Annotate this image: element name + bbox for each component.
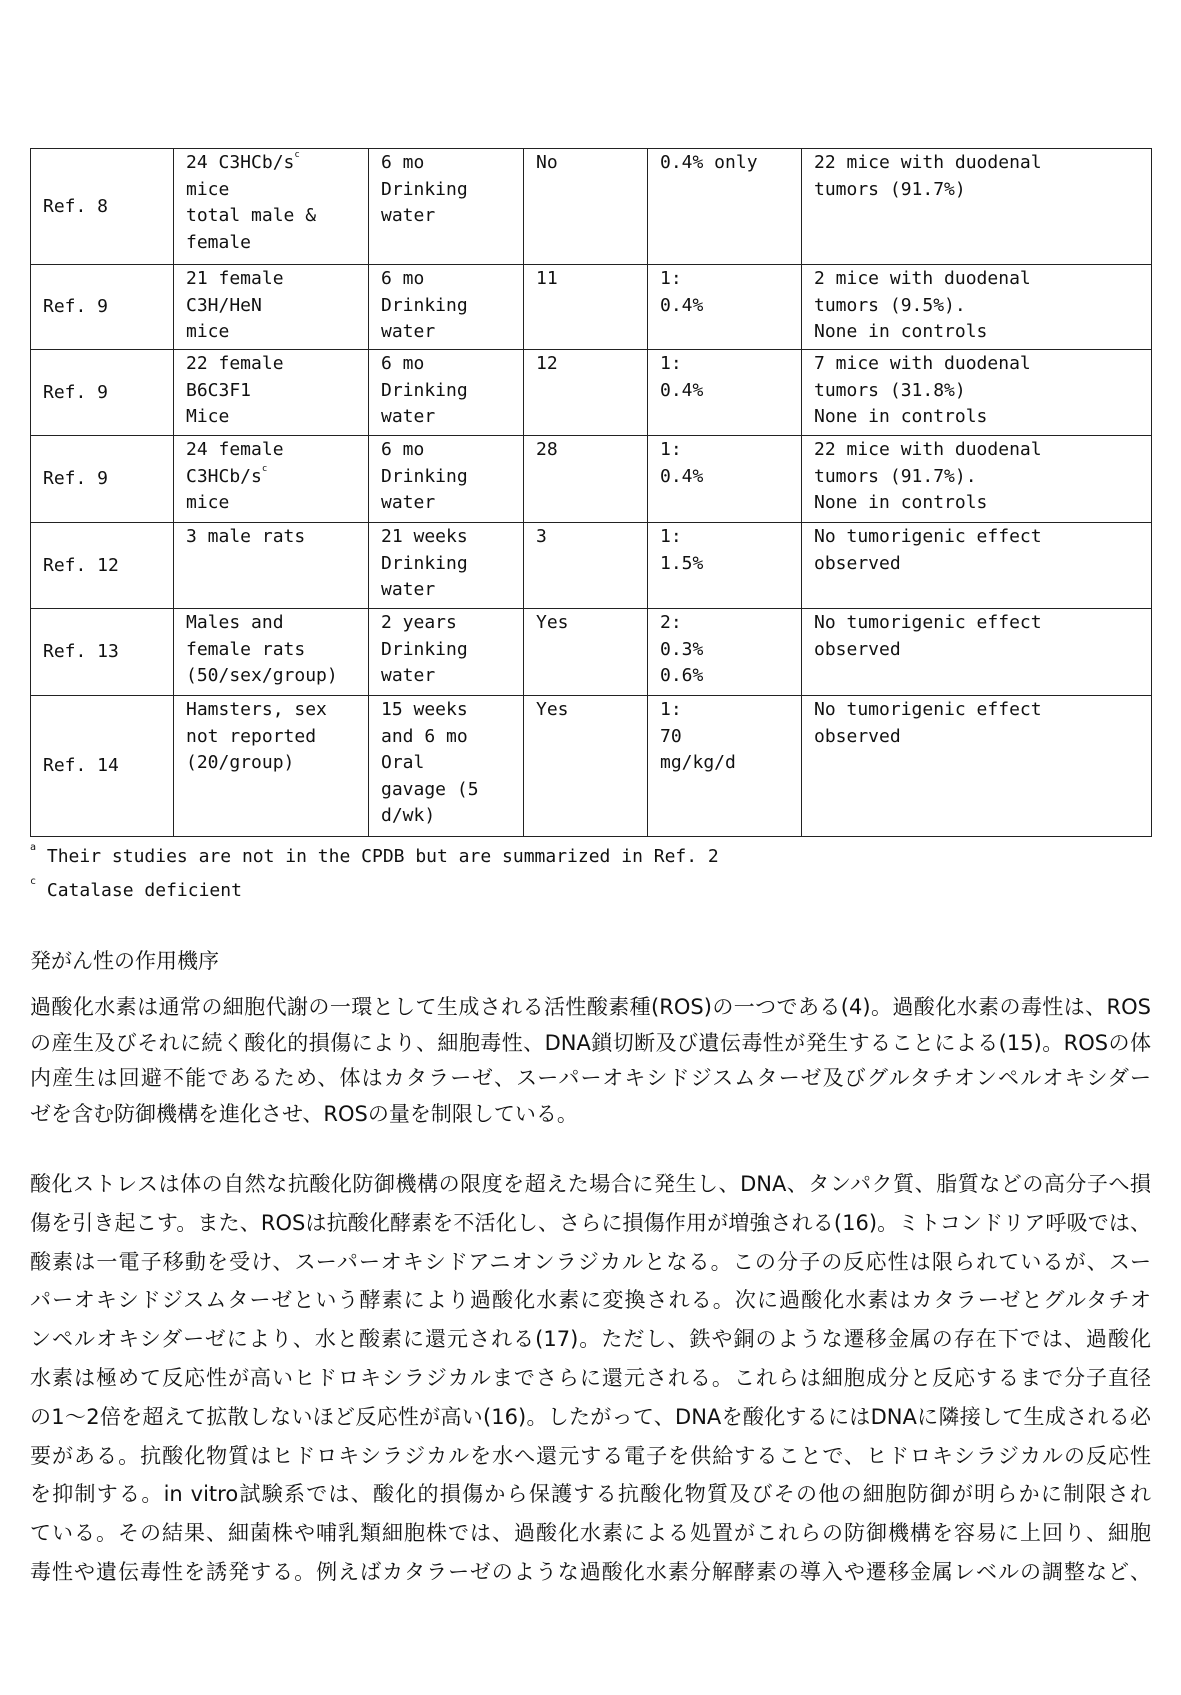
table-row [31, 265, 1152, 350]
cell-line: water [381, 579, 436, 600]
cell-line-wrap [814, 637, 1139, 664]
cell-line-wrap [186, 437, 356, 464]
paragraph-line: 内産生は回避不能であるため、体はカタラーゼ、スーパーオキシドジスムターゼ及びグルタチオンペルオキシダー [30, 1066, 1151, 1090]
cell-line: and 6 mo [381, 725, 468, 747]
doses-cell [648, 696, 802, 837]
cell-line: None in controls [814, 492, 988, 513]
cell-line-wrap [381, 777, 511, 804]
cell-line-wrap [536, 150, 635, 177]
cell-line-wrap [381, 437, 511, 464]
cell-line-wrap [536, 524, 635, 551]
cell-line: 6 mo [381, 353, 425, 374]
cell-line: No tumorigenic effect [814, 526, 1042, 547]
result-cell [802, 436, 1152, 523]
cell-line-wrap [186, 404, 356, 431]
cell-line-wrap [814, 404, 1139, 431]
cell-line-wrap [381, 663, 511, 690]
ref-text: Ref. 9 [43, 468, 109, 490]
cell-line: 2 mice with duodenal [814, 268, 1031, 289]
cell-line: water [381, 321, 436, 342]
cell-line-wrap [186, 637, 356, 664]
cell-line-wrap [381, 404, 511, 431]
paragraph-line: の1～2倍を超えて拡散しないほど反応性が高い(16)。したがって、DNAを酸化するにはDNAに隣接して生成される必 [30, 1404, 1151, 1429]
ref-text: Ref. 9 [43, 381, 109, 403]
cell-line-wrap [186, 524, 356, 551]
cell-line: observed [814, 638, 901, 660]
cell-line-wrap [814, 266, 1139, 293]
cell-line: 6 mo [381, 152, 425, 173]
footnote-a [30, 843, 719, 871]
cell-line: mice [186, 321, 230, 342]
doses-cell [648, 436, 802, 523]
cell-line: d/wk) [381, 805, 436, 826]
cell-line: 21 female [186, 268, 284, 289]
footnote-mark: c [294, 150, 300, 160]
cell-line: Drinking [381, 552, 468, 574]
cell-line-wrap [660, 437, 789, 464]
controls-cell [524, 696, 648, 837]
cell-line-wrap [186, 177, 356, 204]
paragraph-line: の産生及びそれに続く酸化的損傷により、細胞毒性、DNA鎖切断及び遺伝毒性が発生することによる(15)。ROSの体 [30, 1030, 1151, 1055]
cell-line: 0.3% [660, 638, 704, 660]
cell-line: water [381, 205, 436, 226]
cell-line-wrap [814, 464, 1139, 491]
footnote-text: Their studies are not in the CPDB but are summarized in Ref. 2 [46, 846, 719, 867]
cell-line-wrap [660, 750, 789, 777]
cell-line-wrap [814, 150, 1139, 177]
cell-line: female rats [186, 638, 306, 660]
cell-line: Drinking [381, 294, 468, 316]
cell-line-wrap [381, 577, 511, 604]
cell-line-wrap [660, 293, 789, 320]
cell-line-wrap [660, 464, 789, 491]
cell-line: C3HCb/s [186, 465, 262, 487]
cell-line: 2: [660, 612, 682, 633]
cell-line: water [381, 406, 436, 427]
duration-cell [369, 350, 524, 436]
ref-cell [31, 265, 174, 350]
cell-line-wrap [814, 524, 1139, 551]
cell-line: 70 [660, 725, 682, 747]
cell-line-wrap [660, 663, 789, 690]
doses-cell [648, 149, 802, 265]
cell-line: C3H/HeN [186, 294, 262, 316]
table-row [31, 436, 1152, 523]
cell-line: 22 female [186, 353, 284, 374]
cell-line: water [381, 665, 436, 686]
cell-line-wrap [186, 293, 356, 320]
cell-line-wrap [814, 724, 1139, 751]
cell-line-wrap [186, 150, 356, 177]
cell-line: water [381, 492, 436, 513]
cell-line-wrap [186, 266, 356, 293]
cell-line-wrap [381, 524, 511, 551]
animals-cell [174, 436, 369, 523]
cell-line: Males and [186, 612, 284, 633]
cell-line-wrap [381, 697, 511, 724]
cell-line: Hamsters, sex [186, 699, 327, 720]
cell-line-wrap [381, 378, 511, 405]
cell-line-wrap [381, 266, 511, 293]
cell-line: 24 female [186, 439, 284, 460]
cell-line-wrap [186, 663, 356, 690]
animals-cell [174, 265, 369, 350]
cell-line: mg/kg/d [660, 752, 736, 773]
cell-line: Yes [536, 612, 569, 633]
cell-line: Oral [381, 752, 425, 773]
table-row [31, 696, 1152, 837]
duration-cell [369, 149, 524, 265]
table-row [31, 523, 1152, 609]
controls-cell [524, 149, 648, 265]
animals-cell [174, 350, 369, 436]
cell-line-wrap [536, 697, 635, 724]
paragraph-1 [30, 990, 1151, 1132]
cell-line-wrap [186, 697, 356, 724]
cell-line: 24 C3HCb/s [186, 152, 295, 173]
animals-cell [174, 609, 369, 696]
cell-line-wrap [536, 266, 635, 293]
cell-line: 3 male rats [186, 526, 306, 547]
cell-line-wrap [814, 351, 1139, 378]
cell-line: tumors (9.5%). [814, 294, 966, 316]
cell-line-wrap [186, 610, 356, 637]
paragraph-line: ている。その結果、細菌株や哺乳類細胞株では、過酸化水素による処置がこれらの防御機構を容易に上回り、細胞 [30, 1521, 1151, 1546]
ref-cell [31, 523, 174, 609]
paragraph-line: 酸化ストレスは体の自然な抗酸化防御機構の限度を超えた場合に発生し、DNA、タンパク質、脂質などの高分子へ損 [30, 1172, 1152, 1196]
cell-line: Yes [536, 699, 569, 720]
cell-line-wrap [381, 464, 511, 491]
cell-line: 22 mice with duodenal [814, 152, 1042, 173]
cell-line-wrap [186, 378, 356, 405]
cell-line: Drinking [381, 638, 468, 660]
paragraph-line: 水素は極めて反応性が高いヒドロキシラジカルまでさらに還元される。これらは細胞成分と反応するまで分子直径 [30, 1365, 1151, 1390]
table-row [31, 350, 1152, 436]
animals-cell [174, 523, 369, 609]
cell-line-wrap [536, 351, 635, 378]
doses-cell [648, 609, 802, 696]
cell-line-wrap [814, 177, 1139, 204]
cell-line: (50/sex/group) [186, 665, 338, 686]
cell-line-wrap [381, 610, 511, 637]
animals-cell [174, 149, 369, 265]
cell-line: 11 [536, 268, 558, 289]
cell-line: 28 [536, 439, 558, 460]
cell-line-wrap [186, 724, 356, 751]
cell-line: mice [186, 492, 230, 513]
cell-line-wrap [186, 464, 356, 491]
cell-line-wrap [814, 551, 1139, 578]
cell-line-wrap [536, 610, 635, 637]
cell-line-wrap [660, 551, 789, 578]
result-cell [802, 350, 1152, 436]
paragraph-2 [30, 1165, 1151, 1592]
paragraph-line: 傷を引き起こす。また、ROSは抗酸化酵素を不活化し、さらに損傷作用が増強される(16)。ミトコンドリア呼吸では、 [30, 1210, 1151, 1235]
cell-line: 7 mice with duodenal [814, 353, 1031, 374]
cell-line-wrap [814, 319, 1139, 346]
cell-line: observed [814, 552, 901, 574]
cell-line-wrap [814, 610, 1139, 637]
table-row [31, 609, 1152, 696]
cell-line-wrap [381, 150, 511, 177]
cell-line: total male & [186, 205, 317, 226]
footnote-c [30, 877, 242, 905]
paragraph-line: ゼを含む防御機構を進化させ、ROSの量を制限している。 [30, 1101, 578, 1126]
cell-line-wrap [186, 230, 356, 257]
cell-line: No tumorigenic effect [814, 699, 1042, 720]
cell-line: 1: [660, 526, 682, 547]
cell-line-wrap [381, 750, 511, 777]
cell-line-wrap [381, 637, 511, 664]
cell-line-wrap [814, 378, 1139, 405]
cell-line-wrap [814, 437, 1139, 464]
cell-line: 12 [536, 353, 558, 374]
cell-line: Drinking [381, 465, 468, 487]
cell-line: 6 mo [381, 439, 425, 460]
cell-line: 1: [660, 439, 682, 460]
cell-line: None in controls [814, 321, 988, 342]
cell-line-wrap [814, 293, 1139, 320]
cell-line: mice [186, 178, 230, 200]
animals-cell [174, 696, 369, 837]
cell-line-wrap [381, 177, 511, 204]
section-heading: 発がん性の作用機序 [30, 949, 219, 973]
ref-cell [31, 350, 174, 436]
cell-line: 2 years [381, 612, 457, 633]
cell-line-wrap [660, 266, 789, 293]
cell-line: (20/group) [186, 752, 295, 773]
controls-cell [524, 436, 648, 523]
cell-line-wrap [660, 637, 789, 664]
cell-line: female [186, 231, 252, 253]
paragraph-line: パーオキシドジスムターゼという酵素により過酸化水素に変換される。次に過酸化水素はカタラーゼとグルタチオ [30, 1288, 1151, 1313]
ref-cell [31, 609, 174, 696]
result-cell [802, 523, 1152, 609]
result-cell [802, 609, 1152, 696]
paragraph-line: を抑制する。in vitro試験系では、酸化的損傷から保護する抗酸化物質及びその他の細胞防御が明らかに制限され [30, 1482, 1151, 1507]
cell-line: 1: [660, 268, 682, 289]
cell-line-wrap [186, 351, 356, 378]
paragraph-line: 要がある。抗酸化物質はヒドロキシラジカルを水へ還元する電子を供給することで、ヒドロキシラジカルの反応性 [30, 1443, 1151, 1468]
doses-cell [648, 350, 802, 436]
cell-line: Drinking [381, 178, 468, 200]
cell-line-wrap [660, 697, 789, 724]
cell-line: tumors (91.7%) [814, 178, 966, 200]
ref-text: Ref. 12 [43, 554, 119, 576]
cell-line: 0.4% [660, 379, 704, 401]
duration-cell [369, 265, 524, 350]
table-row [31, 149, 1152, 265]
cell-line: None in controls [814, 406, 988, 427]
paragraph-line: 毒性や遺伝毒性を誘発する。例えばカタラーゼのような過酸化水素分解酵素の導入や遷移金属レベルの調整など、 [30, 1559, 1151, 1584]
controls-cell [524, 523, 648, 609]
cell-line: 6 mo [381, 268, 425, 289]
cell-line: Drinking [381, 379, 468, 401]
ref-cell [31, 696, 174, 837]
cell-line: 0.4% [660, 465, 704, 487]
cell-line-wrap [381, 319, 511, 346]
cell-line: tumors (31.8%) [814, 379, 966, 401]
footnote-mark: c [30, 876, 37, 887]
ref-text: Ref. 8 [43, 195, 109, 217]
cell-line: 21 weeks [381, 526, 468, 547]
cell-line: 0.6% [660, 665, 704, 686]
cell-line-wrap [186, 203, 356, 230]
cell-line: No [536, 152, 558, 173]
cell-line: 0.4% only [660, 152, 758, 173]
footnote-mark: a [30, 842, 37, 853]
paragraph-line: ンペルオキシダーゼにより、水と酸素に還元される(17)。ただし、鉄や銅のような遷移金属の存在下では、過酸化 [30, 1327, 1151, 1352]
paragraph-line: 酸素は一電子移動を受け、スーパーオキシドアニオンラジカルとなる。この分子の反応性は限られているが、スー [30, 1249, 1151, 1274]
duration-cell [369, 696, 524, 837]
cell-line-wrap [660, 724, 789, 751]
footnote-mark: c [261, 463, 268, 474]
result-cell [802, 696, 1152, 837]
cell-line-wrap [381, 293, 511, 320]
footnote-text: Catalase deficient [46, 880, 242, 901]
doses-cell [648, 265, 802, 350]
ref-cell [31, 149, 174, 265]
controls-cell [524, 350, 648, 436]
cell-line: 22 mice with duodenal [814, 439, 1042, 460]
cell-line-wrap [381, 551, 511, 578]
cell-line: 1: [660, 699, 682, 720]
cell-line: gavage (5 [381, 778, 479, 800]
result-cell [802, 265, 1152, 350]
cell-line-wrap [186, 490, 356, 517]
carcinogenicity-studies-table [30, 148, 1152, 837]
cell-line: Mice [186, 406, 230, 427]
result-cell [802, 149, 1152, 265]
cell-line: observed [814, 725, 901, 747]
cell-line-wrap [660, 378, 789, 405]
cell-line-wrap [381, 803, 511, 830]
cell-line-wrap [186, 319, 356, 346]
cell-line-wrap [814, 697, 1139, 724]
cell-line-wrap [381, 203, 511, 230]
ref-cell [31, 436, 174, 523]
cell-line: 1.5% [660, 552, 704, 574]
duration-cell [369, 523, 524, 609]
duration-cell [369, 436, 524, 523]
cell-line: 3 [536, 526, 547, 547]
duration-cell [369, 609, 524, 696]
cell-line: 1: [660, 353, 682, 374]
controls-cell [524, 609, 648, 696]
cell-line-wrap [814, 490, 1139, 517]
cell-line-wrap [660, 610, 789, 637]
cell-line: tumors (91.7%). [814, 465, 977, 487]
cell-line-wrap [186, 750, 356, 777]
cell-line: 0.4% [660, 294, 704, 316]
cell-line-wrap [381, 490, 511, 517]
cell-line: 15 weeks [381, 699, 468, 720]
ref-text: Ref. 13 [43, 641, 119, 663]
controls-cell [524, 265, 648, 350]
cell-line-wrap [660, 524, 789, 551]
cell-line-wrap [536, 437, 635, 464]
cell-line: B6C3F1 [186, 379, 252, 401]
cell-line: No tumorigenic effect [814, 612, 1042, 633]
cell-line-wrap [381, 724, 511, 751]
cell-line-wrap [660, 150, 789, 177]
ref-text: Ref. 14 [43, 755, 119, 777]
cell-line: not reported [186, 725, 317, 747]
doses-cell [648, 523, 802, 609]
paragraph-line: 過酸化水素は通常の細胞代謝の一環として生成される活性酸素種(ROS)の一つである(4)。過酸化水素の毒性は、ROS [30, 995, 1151, 1019]
cell-line-wrap [660, 351, 789, 378]
cell-line-wrap [381, 351, 511, 378]
ref-text: Ref. 9 [43, 296, 109, 318]
